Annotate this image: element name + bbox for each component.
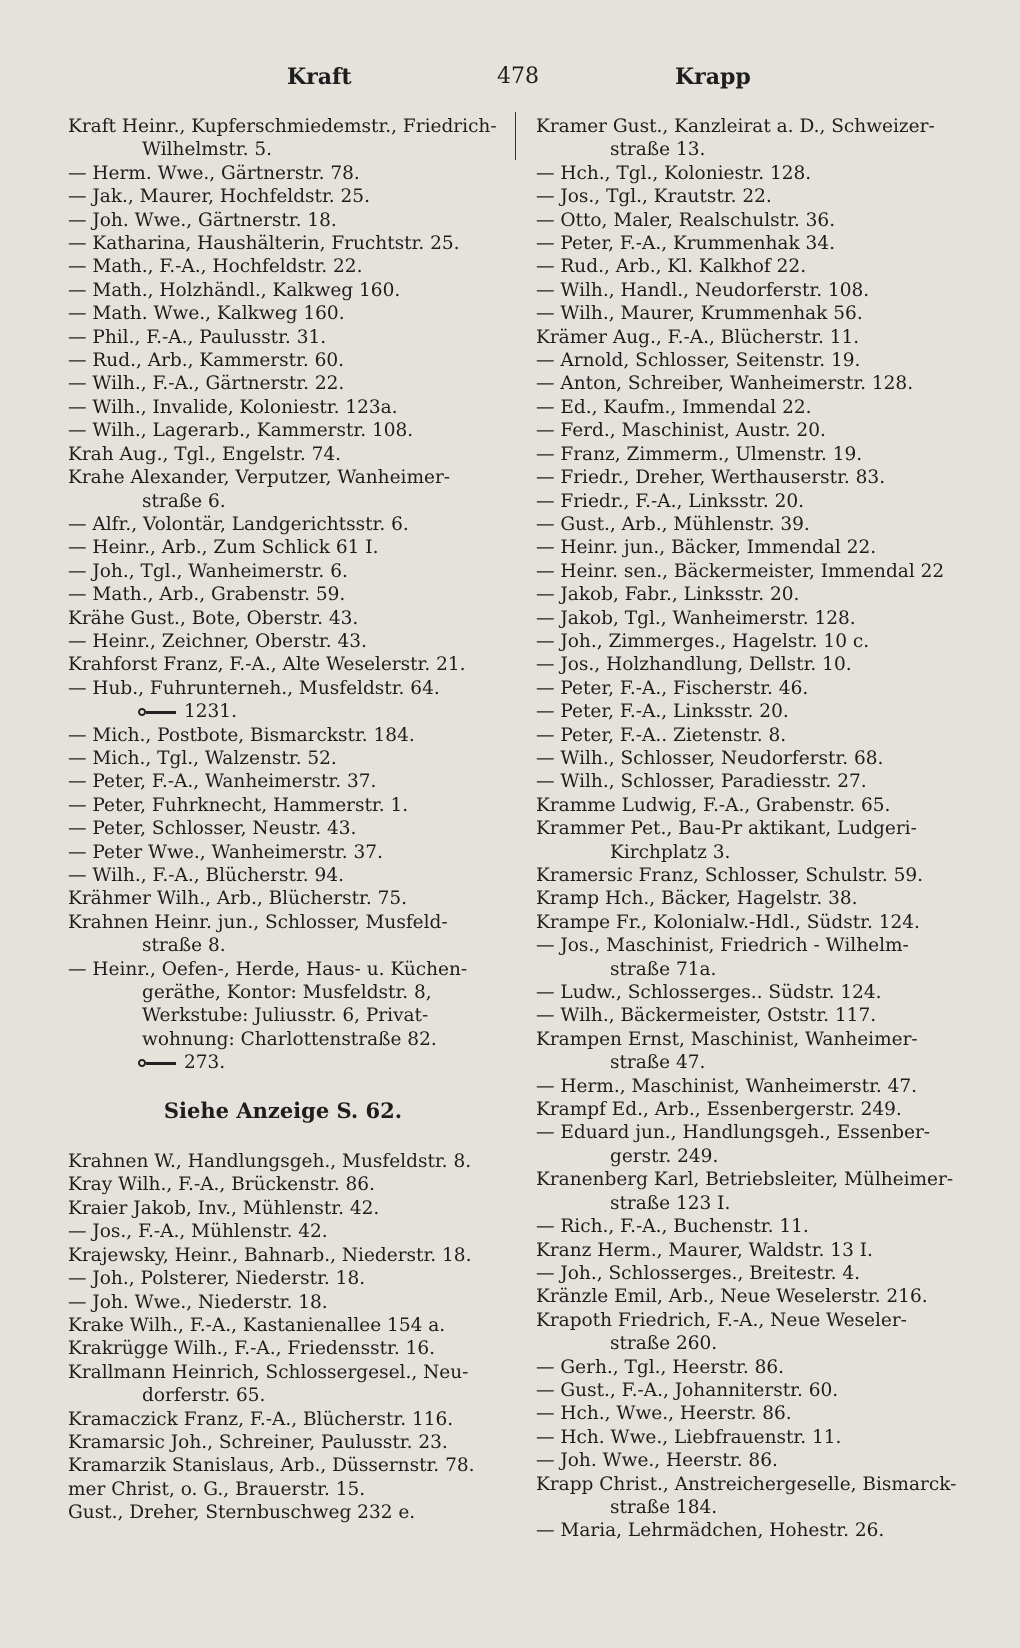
directory-entry: — Jos., Holzhandlung, Dellstr. 10. (536, 654, 852, 676)
directory-entry: Krahnen W., Handlungsgeh., Musfeldstr. 8. (68, 1151, 472, 1173)
entry-continuation: straße 6. (142, 490, 226, 512)
directory-entry: — Peter, F.-A., Krummenhak 34. (536, 233, 835, 255)
directory-entry: Gust., Dreher, Sternbuschweg 232 e. (68, 1502, 416, 1524)
entry-continuation: dorferstr. 65. (142, 1385, 266, 1407)
entry-continuation: straße 13. (610, 139, 706, 161)
directory-entry: mer Christ, o. G., Brauerstr. 15. (68, 1478, 366, 1500)
directory-entry: Krake Wilh., F.-A., Kastanienallee 154 a. (68, 1314, 446, 1336)
directory-entry: — Maria, Lehrmädchen, Hohestr. 26. (536, 1520, 885, 1542)
directory-entry: — Wilh., Maurer, Krummenhak 56. (536, 303, 863, 325)
directory-entry: — Math., Holzhändl., Kalkweg 160. (68, 279, 401, 301)
directory-entry: — Friedr., F.-A., Linksstr. 20. (536, 490, 805, 512)
directory-entry: — Mich., Postbote, Bismarckstr. 184. (68, 724, 415, 746)
directory-entry: — Joh., Schlosserges., Breitestr. 4. (536, 1262, 861, 1284)
page-number: 478 (497, 64, 539, 89)
directory-entry: — Alfr., Volontär, Landgerichtsstr. 6. (68, 513, 409, 535)
entry-continuation: straße 8. (142, 935, 226, 957)
entry-continuation: Wilhelmstr. 5. (142, 139, 272, 161)
directory-entry: — Joh. Wwe., Heerstr. 86. (536, 1450, 778, 1472)
directory-entry: Kraft Heinr., Kupferschmiedemstr., Friedrich- (68, 116, 497, 137)
directory-entry: Krammer Pet., Bau-Pr aktikant, Ludgeri- (536, 818, 917, 840)
entry-continuation: straße 184. (610, 1496, 718, 1518)
directory-entry: — Ed., Kaufm., Immendal 22. (536, 396, 812, 418)
phone-number: 273. (184, 1052, 226, 1074)
directory-entry: Kramarsic Joh., Schreiner, Paulusstr. 23. (68, 1431, 448, 1453)
directory-entry: Kränzle Emil, Arb., Neue Weselerstr. 216. (536, 1286, 928, 1308)
column-divider (515, 112, 516, 160)
directory-entry: Kraier Jakob, Inv., Mühlenstr. 42. (68, 1197, 380, 1219)
directory-entry: Kranz Herm., Maurer, Waldstr. 13 I. (536, 1239, 873, 1261)
directory-entry: — Hub., Fuhrunterneh., Musfeldstr. 64. (68, 677, 440, 699)
directory-entry: — Wilh., Invalide, Koloniestr. 123a. (68, 396, 398, 418)
directory-entry: Krakrügge Wilh., F.-A., Friedensstr. 16. (68, 1338, 436, 1360)
directory-entry: — Jakob, Tgl., Wanheimerstr. 128. (536, 607, 856, 629)
entry-continuation: Kirchplatz 3. (610, 841, 731, 863)
directory-entry: — Jos., Maschinist, Friedrich - Wilhelm- (536, 935, 909, 957)
directory-entry: — Gust., F.-A., Johanniterstr. 60. (536, 1379, 839, 1401)
directory-entry: — Eduard jun., Handlungsgeh., Essenber- (536, 1122, 931, 1144)
entry-continuation: straße 47. (610, 1052, 706, 1074)
entry-continuation: geräthe, Kontor: Musfeldstr. 8, (142, 982, 432, 1004)
header-right-keyword: Krapp (675, 64, 751, 90)
entry-continuation: wohnung: Charlottenstraße 82. (142, 1028, 437, 1050)
header-left-keyword: Kraft (287, 64, 352, 90)
directory-entry: — Rud., Arb., Kammerstr. 60. (68, 350, 345, 372)
directory-entry: — Wilh., Handl., Neudorferstr. 108. (536, 279, 870, 301)
directory-entry: — Peter, Fuhrknecht, Hammerstr. 1. (68, 794, 409, 816)
directory-entry: — Wilh., Schlosser, Paradiesstr. 27. (536, 771, 867, 793)
directory-entry: — Joh. Wwe., Niederstr. 18. (68, 1291, 328, 1313)
directory-entry: — Joh. Wwe., Gärtnerstr. 18. (68, 209, 337, 231)
directory-entry: Krampen Ernst, Maschinist, Wanheimer- (536, 1028, 918, 1050)
phone-line (68, 1051, 498, 1074)
right-column (536, 115, 968, 1543)
directory-entry: — Wilh., F.-A., Blücherstr. 94. (68, 865, 344, 886)
directory-entry: — Joh., Tgl., Wanheimerstr. 6. (68, 560, 348, 582)
directory-entry: — Friedr., Dreher, Werthauserstr. 83. (536, 467, 886, 489)
directory-entry: Krämer Aug., F.-A., Blücherstr. 11. (536, 326, 860, 348)
phone-number: 1231. (184, 701, 237, 723)
directory-entry: — Arnold, Schlosser, Seitenstr. 19. (536, 350, 861, 372)
directory-entry: — Joh., Polsterer, Niederstr. 18. (68, 1268, 366, 1290)
directory-entry: — Jos., Tgl., Krautstr. 22. (536, 186, 772, 208)
directory-entry: — Mich., Tgl., Walzenstr. 52. (68, 747, 337, 769)
left-block-1 (68, 115, 498, 700)
directory-entry: — Peter, F.-A., Wanheimerstr. 37. (68, 771, 377, 793)
directory-entry: — Math. Wwe., Kalkweg 160. (68, 303, 345, 325)
directory-entry: Kramarzik Stanislaus, Arb., Düssernstr. 78. (68, 1455, 475, 1477)
directory-entry: Krähmer Wilh., Arb., Blücherstr. 75. (68, 888, 408, 910)
directory-entry: — Herm., Maschinist, Wanheimerstr. 47. (536, 1075, 918, 1097)
directory-entry: — Anton, Schreiber, Wanheimerstr. 128. (536, 373, 914, 395)
directory-entry: — Math., F.-A., Hochfeldstr. 22. (68, 256, 363, 278)
directory-entry: Krahe Alexander, Verputzer, Wanheimer- (68, 467, 451, 489)
entry-continuation: straße 71a. (610, 958, 717, 980)
directory-entry: Kramme Ludwig, F.-A., Grabenstr. 65. (536, 794, 891, 816)
directory-entry: Krah Aug., Tgl., Engelstr. 74. (68, 443, 342, 465)
directory-entry: Kramer Gust., Kanzleirat a. D., Schweizer- (536, 116, 935, 137)
entry-continuation: straße 123 I. (610, 1192, 731, 1214)
directory-entry: — Wilh., Bäckermeister, Oststr. 117. (536, 1005, 877, 1027)
entry-continuation: gerstr. 249. (610, 1145, 719, 1167)
page-header (0, 64, 1020, 98)
telephone-icon (138, 1057, 178, 1069)
directory-entry: — Heinr., Arb., Zum Schlick 61 I. (68, 537, 379, 559)
directory-entry: — Jos., F.-A., Mühlenstr. 42. (68, 1221, 328, 1243)
phone-line (68, 700, 498, 723)
directory-entry: Krampf Ed., Arb., Essenbergerstr. 249. (536, 1099, 902, 1121)
directory-entry: — Otto, Maler, Realschulstr. 36. (536, 209, 836, 231)
left-column (68, 115, 498, 1525)
directory-entry: — Peter, Schlosser, Neustr. 43. (68, 818, 357, 840)
directory-entry: — Wilh., Schlosser, Neudorferstr. 68. (536, 747, 884, 769)
directory-entry: Krapp Christ., Anstreichergeselle, Bismarck- (536, 1473, 957, 1495)
directory-entry: — Phil., F.-A., Paulusstr. 31. (68, 326, 327, 348)
directory-entry: Krampe Fr., Kolonialw.-Hdl., Südstr. 124. (536, 911, 920, 933)
directory-entry: — Math., Arb., Grabenstr. 59. (68, 584, 346, 606)
directory-entry: Krajewsky, Heinr., Bahnarb., Niederstr. 18. (68, 1244, 472, 1266)
directory-entry: Kramaczick Franz, F.-A., Blücherstr. 116. (68, 1408, 454, 1430)
directory-entry: — Heinr. jun., Bäcker, Immendal 22. (536, 537, 877, 559)
directory-entry: Krahforst Franz, F.-A., Alte Weselerstr. 21. (68, 654, 466, 676)
directory-entry: — Peter, F.-A., Fischerstr. 46. (536, 677, 809, 699)
directory-entry: — Wilh., Lagerarb., Kammerstr. 108. (68, 420, 414, 442)
directory-entry: — Heinr. sen., Bäckermeister, Immendal 22 (536, 560, 945, 582)
directory-entry: Krallmann Heinrich, Schlossergesel., Neu- (68, 1361, 469, 1383)
directory-entry: — Heinr., Oefen-, Herde, Haus- u. Küchen- (68, 958, 468, 980)
directory-entry: Krapoth Friedrich, F.-A., Neue Weseler- (536, 1309, 907, 1331)
directory-entry: — Gerh., Tgl., Heerstr. 86. (536, 1356, 785, 1378)
advertisement-note: Siehe Anzeige S. 62. (163, 1097, 403, 1123)
directory-entry: — Peter, F.-A.. Zietenstr. 8. (536, 724, 787, 746)
directory-entry: Kray Wilh., F.-A., Brückenstr. 86. (68, 1174, 375, 1196)
directory-entry: Kramersic Franz, Schlosser, Schulstr. 59. (536, 865, 924, 886)
directory-entry: — Ferd., Maschinist, Austr. 20. (536, 420, 826, 442)
directory-entry: — Rud., Arb., Kl. Kalkhof 22. (536, 256, 807, 278)
directory-entry: — Hch., Tgl., Koloniestr. 128. (536, 162, 812, 184)
directory-entry: — Katharina, Haushälterin, Fruchtstr. 25. (68, 233, 460, 255)
directory-entry: — Heinr., Zeichner, Oberstr. 43. (68, 630, 367, 652)
directory-entry: — Herm. Wwe., Gärtnerstr. 78. (68, 162, 360, 184)
directory-entry: — Jakob, Fabr., Linksstr. 20. (536, 584, 800, 606)
directory-entry: — Peter Wwe., Wanheimerstr. 37. (68, 841, 383, 863)
directory-entry: — Hch. Wwe., Liebfrauenstr. 11. (536, 1426, 842, 1448)
entry-continuation: Werkstube: Juliusstr. 6, Privat- (142, 1005, 429, 1027)
entry-continuation: straße 260. (610, 1333, 718, 1355)
directory-entry: — Peter, F.-A., Linksstr. 20. (536, 701, 789, 723)
directory-entry: Kramp Hch., Bäcker, Hagelstr. 38. (536, 888, 858, 910)
telephone-icon (138, 706, 178, 718)
directory-entry: — Ludw., Schlosserges.. Südstr. 124. (536, 982, 882, 1004)
right-block (536, 115, 968, 1543)
directory-entry: Krahnen Heinr. jun., Schlosser, Musfeld- (68, 911, 448, 933)
directory-entry: — Joh., Zimmerges., Hagelstr. 10 c. (536, 630, 870, 652)
directory-entry: — Hch., Wwe., Heerstr. 86. (536, 1403, 792, 1425)
directory-entry: — Rich., F.-A., Buchenstr. 11. (536, 1216, 809, 1238)
directory-entry: Krähe Gust., Bote, Oberstr. 43. (68, 607, 359, 629)
directory-entry: — Jak., Maurer, Hochfeldstr. 25. (68, 186, 370, 208)
directory-entry: — Franz, Zimmerm., Ulmenstr. 19. (536, 443, 863, 465)
left-block-2 (68, 724, 498, 1052)
directory-entry: — Wilh., F.-A., Gärtnerstr. 22. (68, 373, 345, 395)
directory-entry: — Gust., Arb., Mühlenstr. 39. (536, 513, 810, 535)
directory-entry: Kranenberg Karl, Betriebsleiter, Mülheimer- (536, 1169, 954, 1191)
left-block-3 (68, 1150, 498, 1525)
